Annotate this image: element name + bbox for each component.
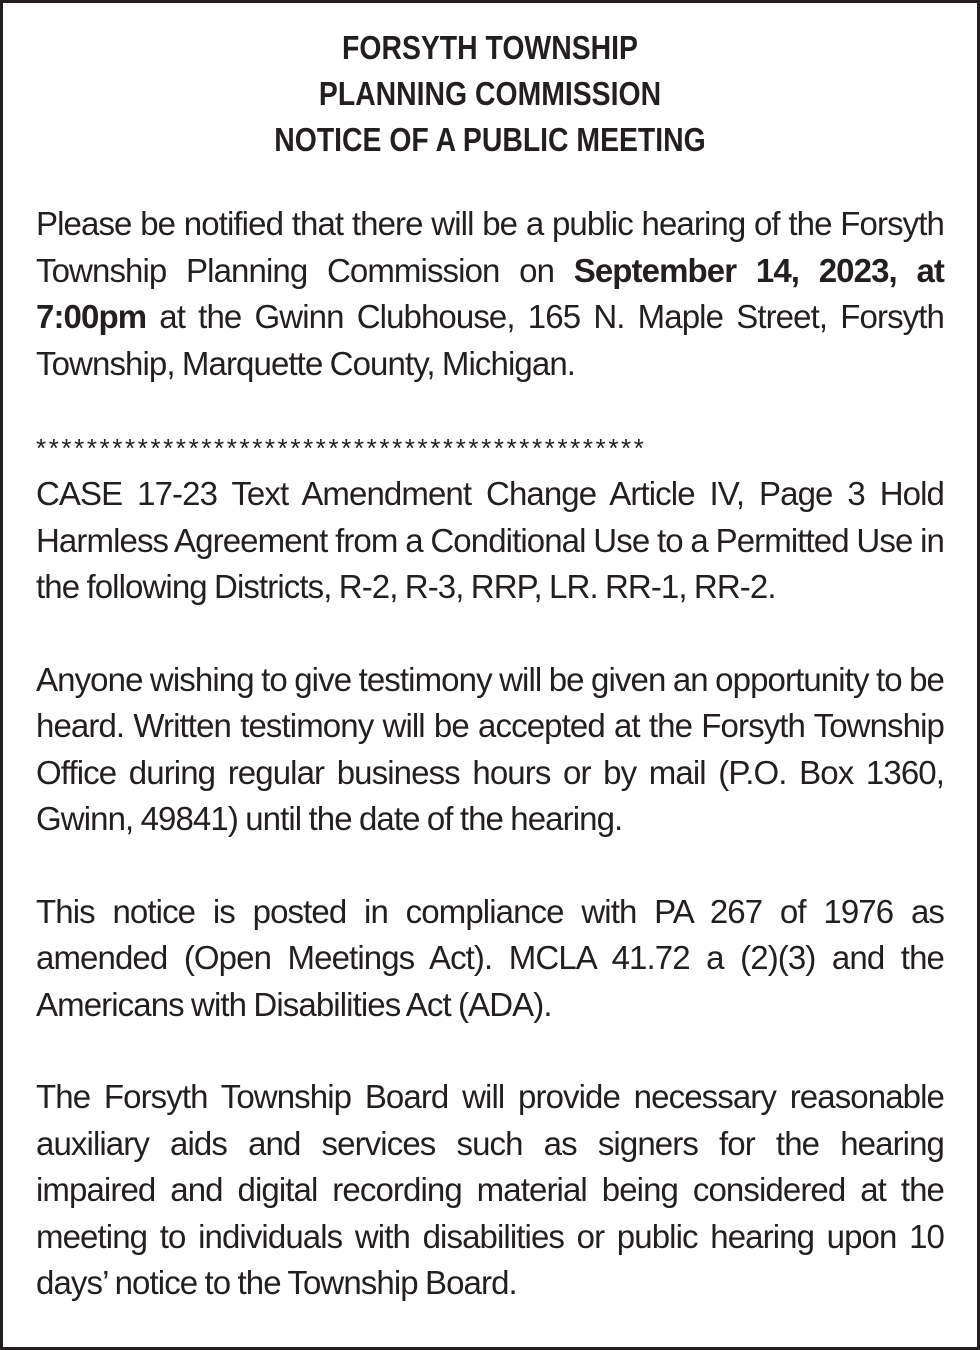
intro-paragraph <box>36 201 944 387</box>
header-commission: PLANNING COMMISSION <box>318 75 662 112</box>
notice-header <box>100 25 881 163</box>
header-title: NOTICE OF A PUBLIC MEETING <box>274 121 706 158</box>
asterisk-separator: ************************************************ <box>36 433 647 463</box>
ada-paragraph: The Forsyth Township Board will provide necessary reasonable auxiliary aids and services such as signers for the hearing impaired and digital recording material being considered at the meeting to individuals with disabilities or public hearing upon 10 days’ notice to the Township Board. <box>36 1078 944 1301</box>
meeting-date-time: September 14, 2023, at 7:00pm <box>36 251 944 335</box>
header-township: FORSYTH TOWNSHIP <box>342 29 638 66</box>
compliance-paragraph: This notice is posted in compliance with PA 267 of 1976 as amended (Open Meetings Act). MCLA 41.72 a (2)(3) and the Americans with Disabilities Act (ADA). <box>36 892 944 1023</box>
intro-text: Please be notified that there will be a public hearing of the Forsyth Township Planning Commission on <box>36 205 944 289</box>
case-paragraph: CASE 17-23 Text Amendment Change Article IV, Page 3 Hold Harmless Agreement from a Conditional Use to a Permitted Use in the following Districts, R-2, R-3, RRP, LR. RR-1, RR-2. <box>36 475 944 605</box>
testimony-paragraph: Anyone wishing to give testimony will be given an opportunity to be heard. Written testimony will be accepted at the Forsyth Township Office during regular business hours or by mail (P.O. Box 1360, Gwinn, 49841) until the date of the hearing. <box>36 660 944 837</box>
meeting-location: at the Gwinn Clubhouse, 165 N. Maple Street, Forsyth Township, Marquette County, Michigan. <box>36 298 944 382</box>
